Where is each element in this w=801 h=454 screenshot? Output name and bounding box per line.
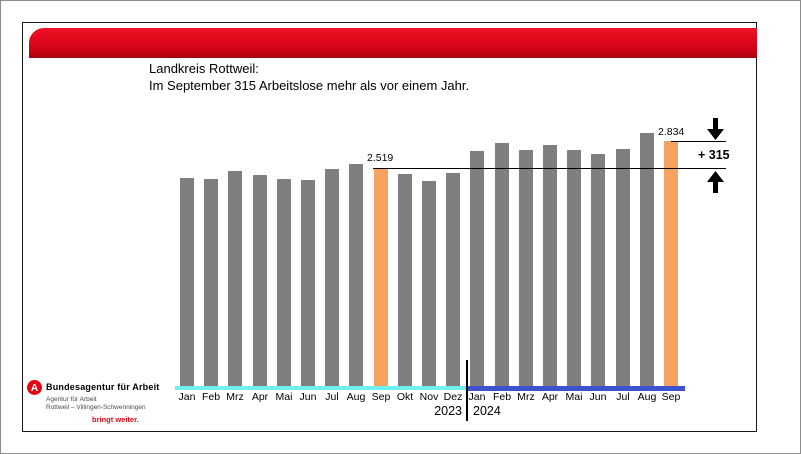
bar xyxy=(277,179,291,386)
slogan: bringt weiter. xyxy=(92,415,139,424)
chart-title-line2: Im September 315 Arbeitslose mehr als vor einem Jahr. xyxy=(149,78,470,93)
reference-line-sep2023 xyxy=(373,168,726,169)
x-axis-label: Apr xyxy=(251,391,269,403)
difference-label: + 315 xyxy=(698,148,730,162)
bar xyxy=(446,173,460,386)
bar xyxy=(567,150,581,386)
x-axis-label: Jun xyxy=(299,391,317,403)
x-axis-label: Apr xyxy=(541,391,559,403)
bar-highlighted xyxy=(374,169,388,386)
bar xyxy=(519,150,533,386)
x-axis-label: Feb xyxy=(201,391,221,403)
x-axis-label: Mai xyxy=(275,391,293,403)
bar xyxy=(398,174,412,386)
bar xyxy=(543,145,557,386)
x-axis-label: Aug xyxy=(346,391,366,403)
svg-text:A: A xyxy=(30,383,39,395)
x-axis-label: Mrz xyxy=(226,391,244,403)
x-axis-label: Nov xyxy=(419,391,439,403)
bundesagentur-logo-icon xyxy=(27,380,42,395)
bar xyxy=(228,171,242,386)
x-axis-label: Dez xyxy=(443,391,463,403)
bar xyxy=(422,181,436,386)
value-label-sep2024: 2.834 xyxy=(658,126,685,138)
bar xyxy=(180,178,194,386)
x-axis-label: Aug xyxy=(637,391,657,403)
year-divider-line xyxy=(466,360,468,421)
office-line2: Rottweil – Villingen-Schwenningen xyxy=(46,404,146,411)
org-name: Bundesagentur für Arbeit xyxy=(46,382,160,392)
x-axis-label: Jan xyxy=(468,391,486,403)
chart-title-line1: Landkreis Rottweil: xyxy=(149,61,259,76)
bar xyxy=(204,179,218,386)
x-axis-label: Sep xyxy=(661,391,681,403)
bar xyxy=(470,151,484,386)
arrow-up-icon xyxy=(707,171,724,193)
bar xyxy=(325,169,339,386)
arrow-down-icon xyxy=(707,118,724,140)
x-axis-label: Jan xyxy=(178,391,196,403)
bar xyxy=(349,164,363,386)
x-axis-label: Sep xyxy=(371,391,391,403)
value-label-sep2023: 2.519 xyxy=(367,152,394,164)
reference-line-sep2024 xyxy=(671,141,726,142)
office-line1: Agentur für Arbeit xyxy=(46,396,97,403)
bar xyxy=(495,143,509,386)
x-axis-label: Mrz xyxy=(517,391,535,403)
axis-underline-2023 xyxy=(175,386,467,390)
bar xyxy=(640,133,654,386)
x-axis-label: Mai xyxy=(565,391,583,403)
x-axis-label: Feb xyxy=(492,391,512,403)
year-label-2024: 2024 xyxy=(473,404,501,418)
bar xyxy=(253,175,267,386)
x-axis-label: Okt xyxy=(396,391,414,403)
bar xyxy=(591,154,605,386)
bar xyxy=(616,149,630,386)
year-label-2023: 2023 xyxy=(434,404,462,418)
x-axis-label: Jul xyxy=(616,391,630,403)
x-axis-label: Jul xyxy=(325,391,339,403)
bar-highlighted xyxy=(664,141,678,386)
x-axis-label: Jun xyxy=(589,391,607,403)
bar xyxy=(301,180,315,386)
